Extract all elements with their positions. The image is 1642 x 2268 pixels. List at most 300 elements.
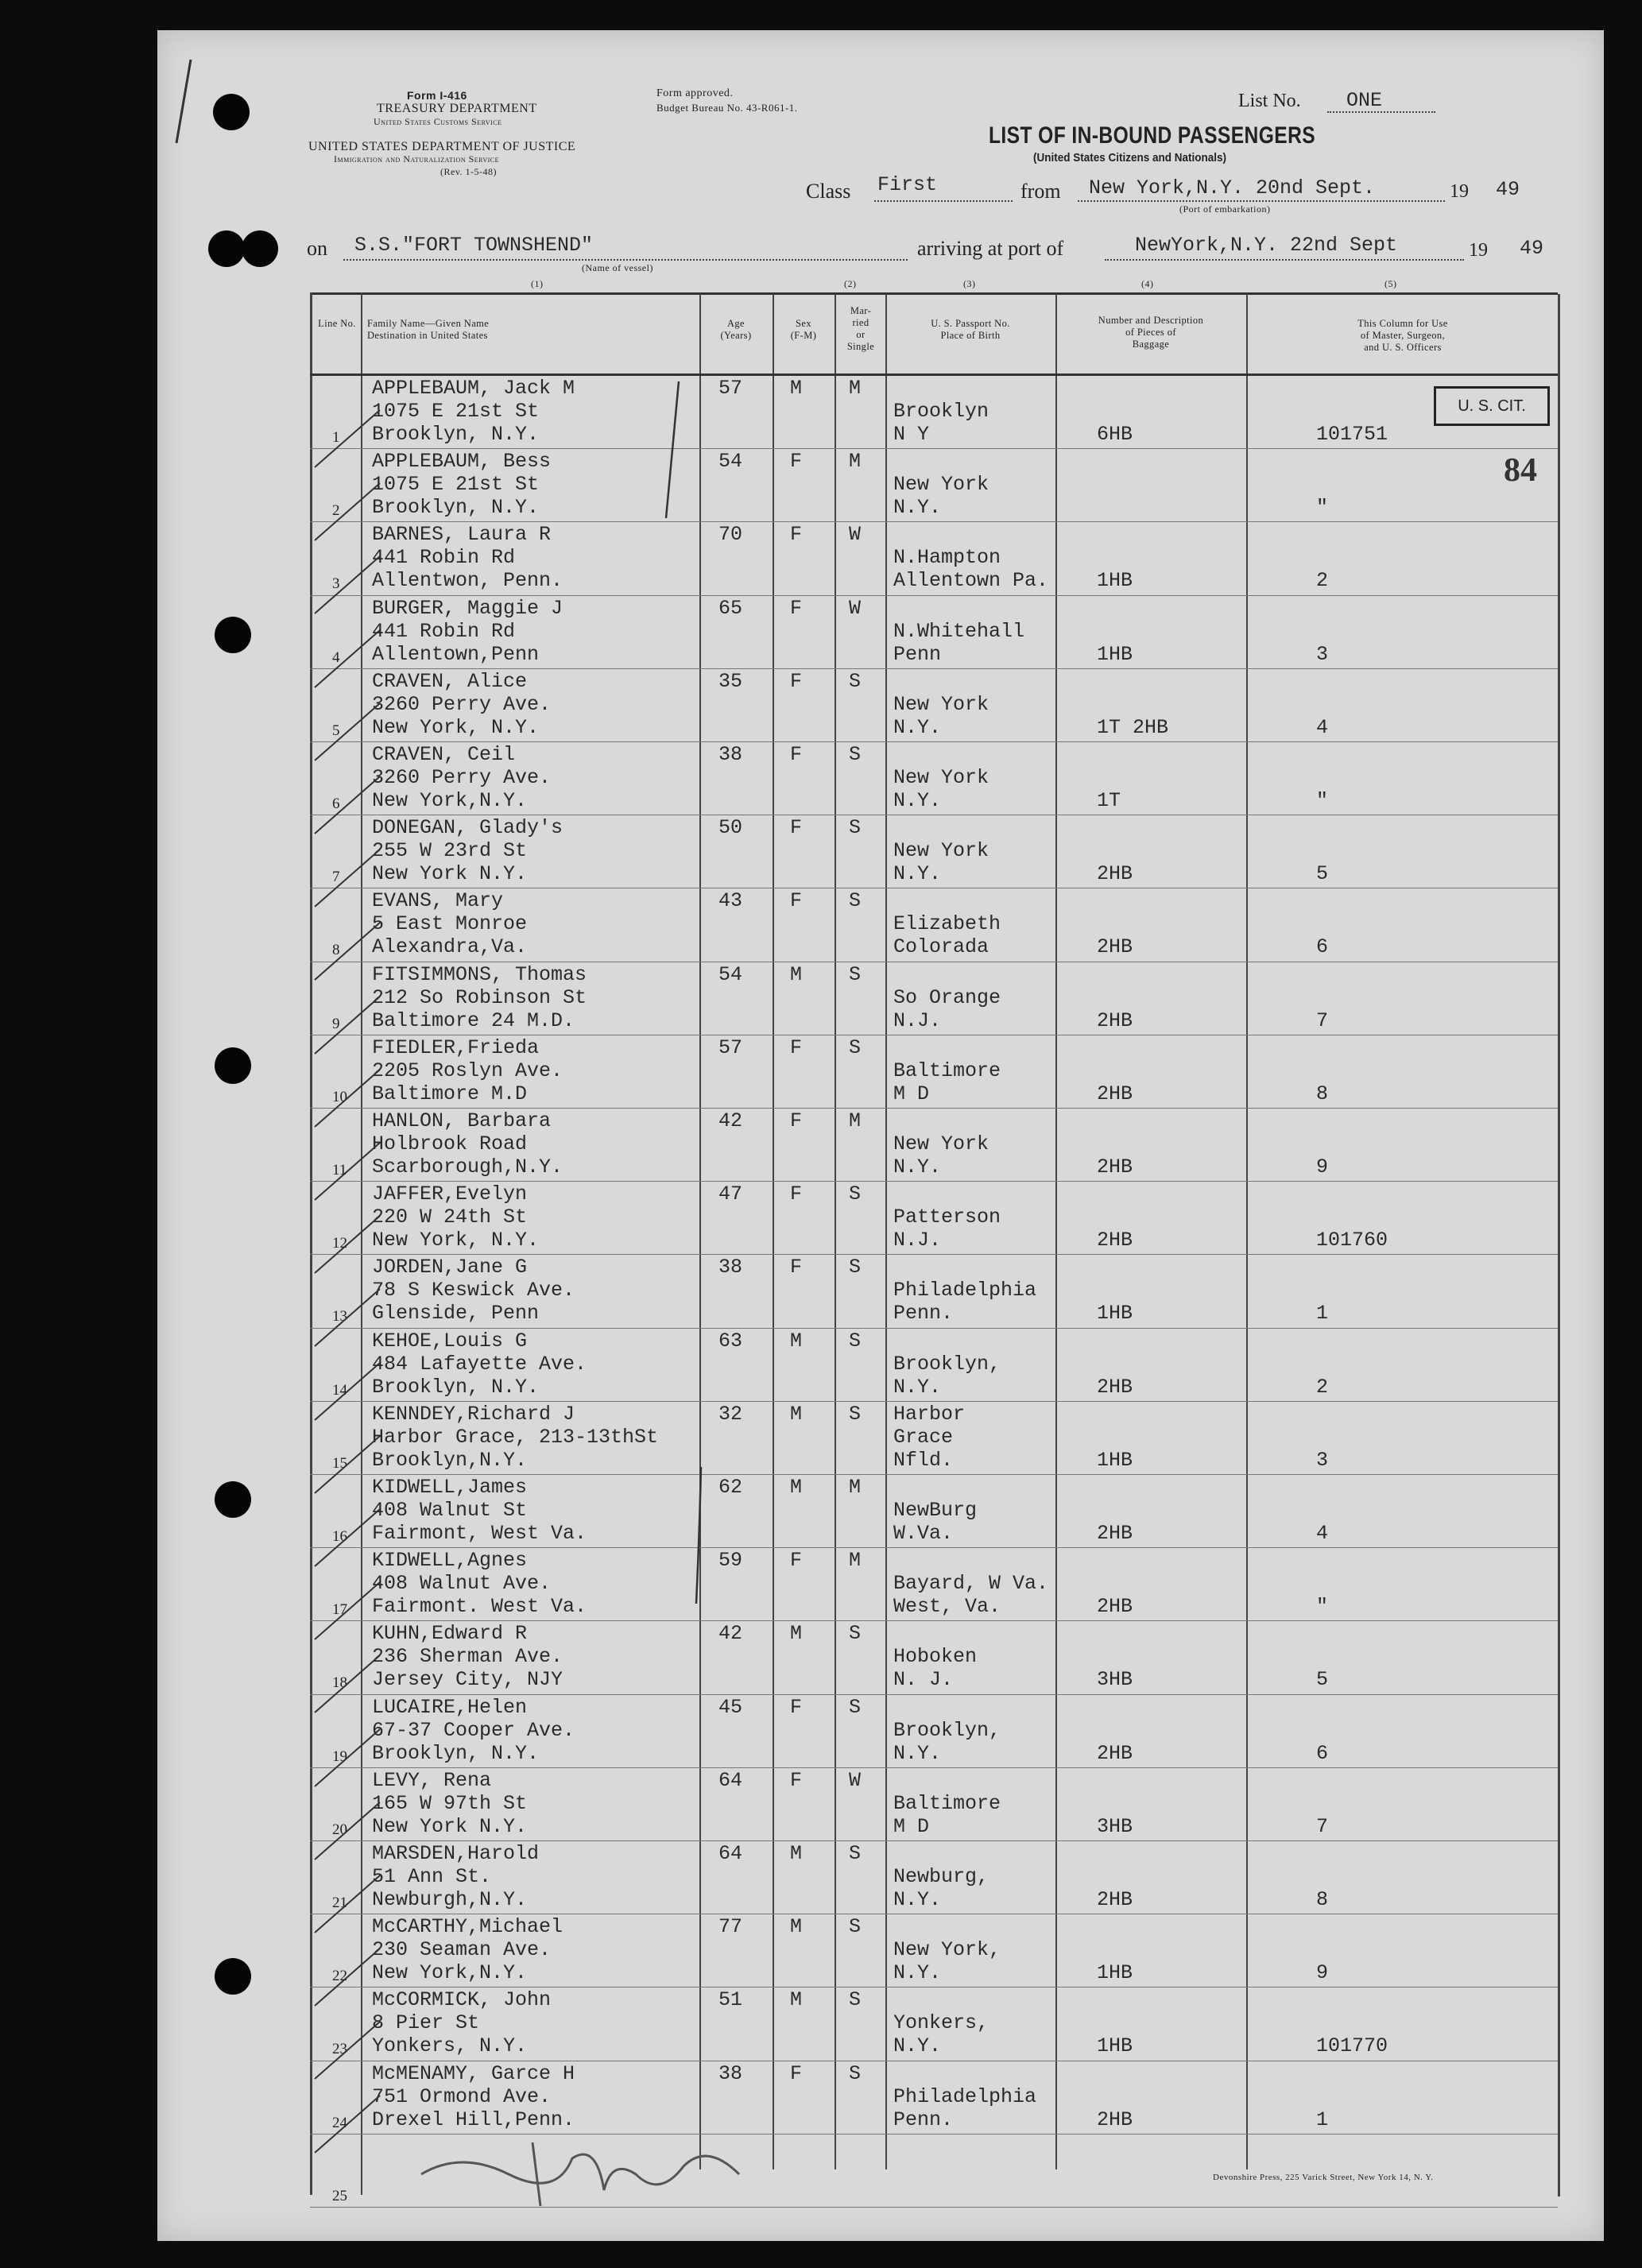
officer-number: 2	[1316, 569, 1329, 593]
birth-place: New York	[893, 1132, 989, 1155]
form-title: LIST OF IN-BOUND PASSENGERS	[989, 122, 1316, 149]
passenger-city: Brooklyn, N.Y.	[372, 1375, 540, 1399]
baggage-count: 2HB	[1097, 862, 1133, 886]
binder-hole	[208, 230, 245, 267]
passenger-age: 57	[718, 1035, 743, 1059]
form-approved: Form approved.	[656, 87, 734, 99]
list-no-value: ONE	[1346, 89, 1383, 112]
passenger-name: KIDWELL,James	[372, 1476, 528, 1499]
line-number: 16	[332, 1528, 347, 1545]
marital-status: S	[849, 1256, 862, 1279]
row-divider	[310, 521, 1558, 522]
passenger-name: McMENAMY, Garce H	[372, 2061, 575, 2085]
passenger-city: New York,N.Y.	[372, 1961, 528, 1985]
marital-status: W	[849, 523, 862, 547]
row-divider	[310, 741, 1558, 742]
row-divider	[310, 1840, 1558, 1841]
passenger-name: McCARTHY,Michael	[372, 1915, 563, 1939]
baggage-count: 3HB	[1097, 1668, 1133, 1692]
birth-region: Colorada	[893, 935, 989, 959]
list-no-label: List No.	[1238, 91, 1301, 111]
passenger-address: 255 W 23rd St	[372, 839, 528, 863]
passenger-address: 67-37 Cooper Ave.	[372, 1718, 575, 1742]
birth-place: New York	[893, 766, 989, 789]
passenger-name: KIDWELL,Agnes	[372, 1549, 528, 1573]
passenger-name: LEVY, Rena	[372, 1768, 492, 1792]
passenger-address: Holbrook Road	[372, 1132, 528, 1155]
officer-number: 4	[1316, 1522, 1329, 1545]
officer-number: 8	[1316, 1082, 1329, 1105]
birth-place: Newburg,	[893, 1865, 989, 1888]
passenger-sex: F	[790, 596, 803, 620]
row-divider	[310, 1547, 1558, 1548]
birth-region: N.Y.	[893, 862, 942, 886]
passenger-name: KUHN,Edward R	[372, 1622, 528, 1646]
passenger-city: Fairmont, West Va.	[372, 1522, 587, 1545]
form-number: Form I-416	[407, 89, 467, 102]
passenger-age: 32	[718, 1402, 743, 1426]
officer-number: "	[1316, 789, 1329, 812]
passenger-age: 43	[718, 889, 743, 913]
passenger-address: 2205 Roslyn Ave.	[372, 1059, 563, 1082]
birth-place: Brooklyn,	[893, 1352, 1001, 1376]
passenger-name: HANLON, Barbara	[372, 1109, 552, 1132]
passenger-address: 3260 Perry Ave.	[372, 766, 552, 789]
passenger-sex: F	[790, 1109, 803, 1132]
baggage-count: 2HB	[1097, 935, 1133, 959]
passenger-city: New York N.Y.	[372, 862, 528, 886]
birth-place: New York	[893, 839, 989, 863]
on-label: on	[307, 237, 327, 260]
birth-region: Penn	[893, 642, 942, 666]
birth-region: Allentown Pa.	[893, 569, 1049, 593]
line-number: 5	[332, 722, 340, 739]
birth-region: M D	[893, 1082, 930, 1105]
birth-region: N.Y.	[893, 1155, 942, 1179]
passenger-name: FITSIMMONS, Thomas	[372, 962, 587, 986]
treasury-dept: TREASURY DEPARTMENT	[377, 102, 537, 115]
marital-status: S	[849, 1402, 862, 1426]
birth-region: N.Y.	[893, 1375, 942, 1399]
birth-region: W.Va.	[893, 1522, 954, 1545]
passenger-address: 212 So Robinson St	[372, 985, 587, 1009]
birth-place: New York	[893, 692, 989, 716]
header-line-no: Line No.	[318, 318, 356, 329]
birth-place: Brooklyn	[893, 400, 989, 423]
baggage-count: 2HB	[1097, 1888, 1133, 1911]
line-number: 22	[332, 1968, 347, 1985]
row-divider	[310, 1620, 1558, 1621]
baggage-count: 1HB	[1097, 569, 1133, 593]
passenger-age: 70	[718, 523, 743, 547]
passenger-city: Baltimore M.D	[372, 1082, 528, 1105]
passenger-name: APPLEBAUM, Bess	[372, 450, 552, 474]
marital-status: S	[849, 889, 862, 913]
passenger-address: 3260 Perry Ave.	[372, 692, 552, 716]
row-divider	[310, 1108, 1558, 1109]
passenger-name: CRAVEN, Ceil	[372, 743, 516, 766]
passenger-city: New York, N.Y.	[372, 715, 540, 739]
baggage-count: 1HB	[1097, 2034, 1133, 2058]
marital-status: S	[849, 962, 862, 986]
officer-number: 2	[1316, 1375, 1329, 1399]
passenger-name: KENNDEY,Richard J	[372, 1402, 575, 1426]
passenger-name: McCORMICK, John	[372, 1988, 552, 2012]
colnum-1: (1)	[531, 278, 544, 289]
birth-place-cont: Grace	[893, 1425, 954, 1449]
birth-place: Brooklyn,	[893, 1718, 1001, 1742]
birth-place: Philadelphia	[893, 2084, 1037, 2108]
line-number: 18	[332, 1674, 347, 1692]
passenger-name: FIEDLER,Frieda	[372, 1035, 540, 1059]
passenger-sex: M	[790, 1988, 803, 2012]
baggage-count: 1HB	[1097, 1961, 1133, 1985]
passenger-age: 54	[718, 962, 743, 986]
officer-number: 5	[1316, 1668, 1329, 1692]
passenger-name: LUCAIRE,Helen	[372, 1695, 528, 1719]
birth-place: N.Hampton	[893, 546, 1001, 570]
birth-region: Penn.	[893, 1302, 954, 1326]
passenger-city: Baltimore 24 M.D.	[372, 1008, 575, 1032]
passenger-age: 62	[718, 1476, 743, 1499]
birth-place: NewBurg	[893, 1499, 978, 1522]
from-year-prefix: 19	[1450, 181, 1469, 202]
us-citizen-stamp: U. S. CIT.	[1434, 386, 1550, 426]
check-stroke	[312, 2092, 383, 2156]
passenger-address: 408 Walnut St	[372, 1499, 528, 1522]
row-divider	[310, 1694, 1558, 1695]
baggage-count: 2HB	[1097, 1082, 1133, 1105]
passenger-city: Jersey City, NJY	[372, 1668, 563, 1692]
officer-number: 3	[1316, 1448, 1329, 1472]
passenger-sex: F	[790, 1256, 803, 1279]
birth-region: N.Y.	[893, 715, 942, 739]
ins-service: Immigration and Naturalization Service	[334, 153, 500, 164]
birth-place: Hoboken	[893, 1645, 978, 1669]
birth-place: Baltimore	[893, 1791, 1001, 1815]
line-number: 24	[332, 2114, 347, 2131]
marital-status: W	[849, 1768, 862, 1792]
passenger-age: 42	[718, 1622, 743, 1646]
passenger-sex: M	[790, 1622, 803, 1646]
passenger-city: Brooklyn, N.Y.	[372, 423, 540, 446]
baggage-count: 2HB	[1097, 1375, 1133, 1399]
header-age: Age (Years)	[720, 318, 752, 341]
line-number: 15	[332, 1454, 347, 1472]
colnum-4: (4)	[1141, 278, 1154, 289]
passenger-sex: F	[790, 1182, 803, 1206]
birth-place: Harbor	[893, 1402, 966, 1426]
arrival-year: 49	[1520, 237, 1544, 260]
line-number: 12	[332, 1235, 347, 1252]
baggage-count: 1HB	[1097, 1302, 1133, 1326]
binder-hole	[215, 617, 251, 653]
form-subtitle: (United States Citizens and Nationals)	[1033, 151, 1227, 164]
row-divider	[310, 668, 1558, 669]
passenger-city: Yonkers, N.Y.	[372, 2034, 528, 2058]
class-value: First	[877, 173, 938, 196]
revision-date: (Rev. 1-5-48)	[440, 166, 498, 177]
passenger-age: 42	[718, 1109, 743, 1132]
marital-status: S	[849, 1842, 862, 1865]
arrival-year-prefix: 19	[1469, 240, 1488, 261]
marital-status: S	[849, 1988, 862, 2012]
officer-number: "	[1316, 496, 1329, 520]
passenger-address: 230 Seaman Ave.	[372, 1938, 552, 1962]
marital-status: M	[849, 450, 862, 474]
row-divider	[310, 1254, 1558, 1255]
passenger-sex: M	[790, 1915, 803, 1939]
passenger-age: 38	[718, 2061, 743, 2085]
passenger-sex: F	[790, 743, 803, 766]
line-number: 9	[332, 1015, 340, 1032]
baggage-count: 2HB	[1097, 1741, 1133, 1765]
baggage-count: 1HB	[1097, 1448, 1133, 1472]
officer-number: 6	[1316, 935, 1329, 959]
passenger-address: 165 W 97th St	[372, 1791, 528, 1815]
arrival-value: NewYork,N.Y. 22nd Sept	[1135, 234, 1398, 257]
passenger-sex: F	[790, 2061, 803, 2085]
marital-status: M	[849, 377, 862, 400]
header-passport: U. S. Passport No. Place of Birth	[931, 318, 1010, 341]
birth-place: So Orange	[893, 985, 1001, 1009]
baggage-count: 2HB	[1097, 1595, 1133, 1619]
passenger-city: Brooklyn, N.Y.	[372, 496, 540, 520]
line-number: 8	[332, 942, 340, 959]
passenger-name: APPLEBAUM, Jack M	[372, 377, 575, 400]
customs-service: United States Customs Service	[374, 116, 502, 127]
passenger-city: Drexel Hill,Penn.	[372, 2107, 575, 2131]
passenger-sex: F	[790, 669, 803, 693]
line-number: 17	[332, 1601, 347, 1619]
bracket-stroke	[661, 378, 685, 521]
marital-status: S	[849, 816, 862, 840]
officer-number: 101751	[1316, 423, 1388, 446]
passenger-name: MARSDEN,Harold	[372, 1842, 540, 1865]
passenger-sex: F	[790, 816, 803, 840]
passenger-age: 65	[718, 596, 743, 620]
baggage-count: 2HB	[1097, 1155, 1133, 1179]
row-divider	[310, 1181, 1558, 1182]
passenger-sex: M	[790, 1842, 803, 1865]
row-divider	[310, 1474, 1558, 1475]
line-number: 7	[332, 869, 340, 886]
passenger-city: Allentown,Penn	[372, 642, 540, 666]
margin-note: 84	[1504, 452, 1537, 489]
passenger-name: BURGER, Maggie J	[372, 596, 563, 620]
passenger-address: 8 Pier St	[372, 2011, 480, 2035]
row-divider	[310, 1328, 1558, 1329]
baggage-count: 2HB	[1097, 1008, 1133, 1032]
from-value: New York,N.Y. 20nd Sept.	[1089, 176, 1376, 199]
marital-status: M	[849, 1109, 862, 1132]
passenger-age: 45	[718, 1695, 743, 1719]
passenger-age: 35	[718, 669, 743, 693]
line-number: 20	[332, 1821, 347, 1838]
birth-place: Baltimore	[893, 1059, 1001, 1082]
birth-region: N.Y.	[893, 1961, 942, 1985]
passenger-address: 220 W 24th St	[372, 1206, 528, 1229]
bracket-stroke	[690, 1464, 714, 1607]
passenger-sex: M	[790, 1329, 803, 1353]
birth-region: N.J.	[893, 1008, 942, 1032]
from-label: from	[1020, 180, 1061, 203]
budget-bureau: Budget Bureau No. 43-R061-1.	[656, 102, 798, 114]
passenger-name: KEHOE,Louis G	[372, 1329, 528, 1353]
passenger-address: 78 S Keswick Ave.	[372, 1279, 575, 1302]
header-officers: This Column for Use of Master, Surgeon, and U. S. Officers	[1357, 318, 1448, 353]
passenger-age: 63	[718, 1329, 743, 1353]
passenger-city: Fairmont. West Va.	[372, 1595, 587, 1619]
baggage-count: 6HB	[1097, 423, 1133, 446]
baggage-count: 1HB	[1097, 642, 1133, 666]
passenger-address: 51 Ann St.	[372, 1865, 492, 1888]
officer-signature	[413, 2127, 747, 2214]
passenger-age: 38	[718, 1256, 743, 1279]
passenger-sex: F	[790, 450, 803, 474]
marital-status: S	[849, 1915, 862, 1939]
birth-place: Elizabeth	[893, 912, 1001, 936]
passenger-age: 64	[718, 1768, 743, 1792]
passenger-sex: F	[790, 1549, 803, 1573]
baggage-count: 1T	[1097, 789, 1121, 812]
header-sex: Sex (F-M)	[790, 318, 817, 341]
embarkation-note: (Port of embarkation)	[1179, 203, 1271, 215]
officer-number: 5	[1316, 862, 1329, 886]
marital-status: S	[849, 669, 862, 693]
binder-hole	[215, 1047, 251, 1084]
marital-status: S	[849, 2061, 862, 2085]
passenger-age: 64	[718, 1842, 743, 1865]
officer-number: 1	[1316, 1302, 1329, 1326]
line-number: 3	[332, 575, 340, 593]
passenger-sex: F	[790, 1768, 803, 1792]
passenger-name: CRAVEN, Alice	[372, 669, 528, 693]
justice-dept: UNITED STATES DEPARTMENT OF JUSTICE	[308, 140, 576, 153]
birth-place: Yonkers,	[893, 2011, 989, 2035]
line-number: 13	[332, 1308, 347, 1326]
birth-region: N.Y.	[893, 789, 942, 812]
passenger-address: 441 Robin Rd	[372, 619, 516, 643]
colnum-3: (3)	[963, 278, 976, 289]
passenger-address: Harbor Grace, 213-13thSt	[372, 1425, 659, 1449]
passenger-city: Brooklyn, N.Y.	[372, 1741, 540, 1765]
passenger-name: DONEGAN, Glady's	[372, 816, 563, 840]
passenger-city: Allentwon, Penn.	[372, 569, 563, 593]
passenger-name: EVANS, Mary	[372, 889, 504, 913]
colnum-5: (5)	[1384, 278, 1397, 289]
marital-status: S	[849, 1182, 862, 1206]
passenger-age: 50	[718, 816, 743, 840]
marital-status: S	[849, 1622, 862, 1646]
binder-hole	[242, 230, 278, 267]
passenger-address: 408 Walnut Ave.	[372, 1572, 552, 1596]
birth-region: N.Y.	[893, 1888, 942, 1911]
line-number: 6	[332, 795, 340, 812]
officer-number: "	[1316, 1595, 1329, 1619]
line-number: 23	[332, 2041, 347, 2058]
passenger-sex: M	[790, 1402, 803, 1426]
passenger-sex: F	[790, 1035, 803, 1059]
passenger-city: New York, N.Y.	[372, 1229, 540, 1252]
header-name: Family Name—Given Name Destination in United States	[367, 318, 490, 341]
officer-number: 3	[1316, 642, 1329, 666]
birth-region: N.Y.	[893, 1741, 942, 1765]
baggage-count: 2HB	[1097, 1522, 1133, 1545]
passenger-address: 1075 E 21st St	[372, 400, 540, 423]
row-divider	[310, 1767, 1558, 1768]
officer-number: 101760	[1316, 1229, 1388, 1252]
passenger-age: 77	[718, 1915, 743, 1939]
passenger-address: 751 Ormond Ave.	[372, 2084, 552, 2108]
row-divider	[310, 595, 1558, 596]
line-number: 4	[332, 648, 340, 666]
birth-place: Bayard, W Va.	[893, 1572, 1049, 1596]
from-year: 49	[1496, 178, 1520, 201]
passenger-sex: M	[790, 377, 803, 400]
marital-status: W	[849, 596, 862, 620]
passenger-age: 54	[718, 450, 743, 474]
passenger-sex: F	[790, 523, 803, 547]
passenger-city: Alexandra,Va.	[372, 935, 528, 959]
passenger-city: Scarborough,N.Y.	[372, 1155, 563, 1179]
passenger-age: 38	[718, 743, 743, 766]
marital-status: S	[849, 1329, 862, 1353]
class-label: Class	[806, 180, 851, 203]
passenger-name: BARNES, Laura R	[372, 523, 552, 547]
birth-region: M D	[893, 1814, 930, 1838]
passenger-city: Glenside, Penn	[372, 1302, 540, 1326]
passenger-sex: M	[790, 962, 803, 986]
binder-hole	[215, 1481, 251, 1518]
birth-region: N.Y.	[893, 2034, 942, 2058]
line-number: 11	[332, 1162, 347, 1179]
passenger-sex: F	[790, 1695, 803, 1719]
birth-region: Nfld.	[893, 1448, 954, 1472]
printer-footer: Devonshire Press, 225 Varick Street, New York 14, N. Y.	[1213, 2173, 1434, 2182]
birth-region: N.J.	[893, 1229, 942, 1252]
line-number: 21	[332, 1895, 347, 1911]
passenger-address: 484 Lafayette Ave.	[372, 1352, 587, 1376]
vessel-name: S.S."FORT TOWNSHEND"	[354, 234, 594, 257]
passenger-city: New York,N.Y.	[372, 789, 528, 812]
officer-number: 4	[1316, 715, 1329, 739]
line-number: 1	[332, 429, 340, 446]
birth-place: Philadelphia	[893, 1279, 1037, 1302]
officer-number: 7	[1316, 1008, 1329, 1032]
passenger-city: New York N.Y.	[372, 1814, 528, 1838]
passenger-name: JORDEN,Jane G	[372, 1256, 528, 1279]
birth-place: New York	[893, 473, 989, 497]
arriving-label: arriving at port of	[917, 237, 1064, 260]
line-number: 10	[332, 1088, 347, 1105]
passenger-address: 441 Robin Rd	[372, 546, 516, 570]
birth-region: N.Y.	[893, 496, 942, 520]
baggage-count: 2HB	[1097, 1229, 1133, 1252]
birth-place: New York,	[893, 1938, 1001, 1962]
birth-region: Penn.	[893, 2107, 954, 2131]
passenger-sex: F	[790, 889, 803, 913]
passenger-age: 59	[718, 1549, 743, 1573]
birth-place: Patterson	[893, 1206, 1001, 1229]
officer-number: 101770	[1316, 2034, 1388, 2058]
colnum-2: (2)	[844, 278, 857, 289]
birth-region: N Y	[893, 423, 930, 446]
binder-hole	[213, 94, 250, 130]
line-number: 2	[332, 502, 340, 520]
passenger-address: 5 East Monroe	[372, 912, 528, 936]
baggage-count: 3HB	[1097, 1814, 1133, 1838]
